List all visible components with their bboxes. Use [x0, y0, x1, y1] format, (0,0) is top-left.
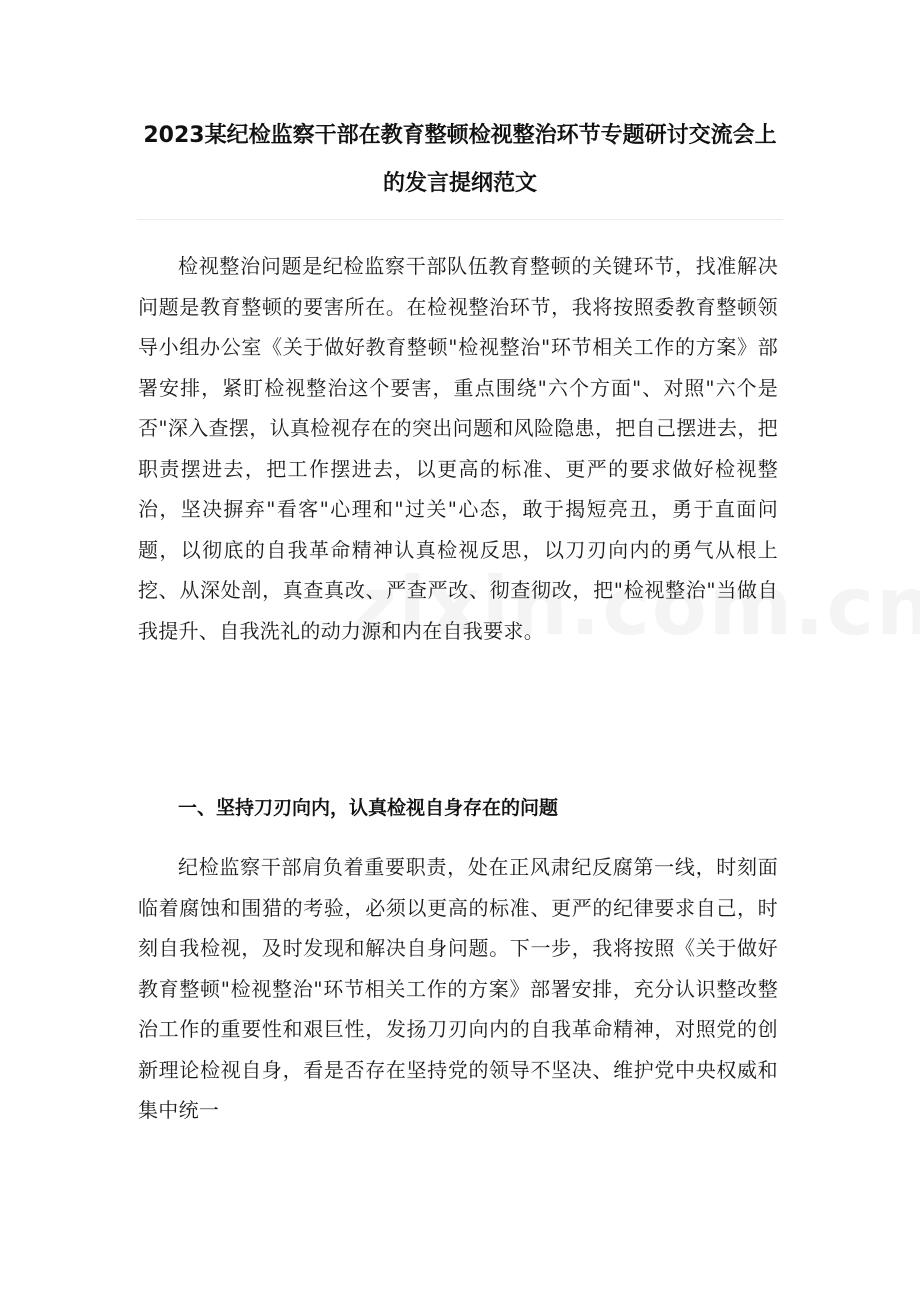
intro-paragraph: 检视整治问题是纪检监察干部队伍教育整顿的关键环节，找准解决问题是教育整顿的要害所在。在检视整治环节，我将按照委教育整顿领导小组办公室《关于做好教育整顿"检视整治"环节相关工作的方案》部署安排，紧盯检视整治这个要害，重点围绕"六个方面"、对照"六个是否"深入查摆，认真检视存在的突出问题和风险隐患，把自己摆进去，把职责摆进去，把工作摆进去，以更高的标准、更严的要求做好检视整治，坚决摒弃"看客"心理和"过关"心态，敢于揭短亮丑，勇于直面问题，以彻底的自我革命精神认真检视反思，以刀刃向内的勇气从根上挖、从深处剖，真查真改、严查严改、彻查彻改，把"检视整治"当做自我提升、自我洗礼的动力源和内在自我要求。 [138, 254, 778, 643]
document-title: 2023某纪检监察干部在教育整顿检视整治环节专题研讨交流会上的发言提纲范文 [143, 123, 777, 196]
title-divider [137, 219, 783, 220]
body-paragraph: 纪检监察干部肩负着重要职责，处在正风肃纪反腐第一线，时刻面临着腐蚀和围猎的考验，必须以更高的标准、更严的纪律要求自己，时刻自我检视，及时发现和解决自身问题。下一步，我将按照《关于做好教育整顿"检视整治"环节相关工作的方案》部署安排，充分认识整改整治工作的重要性和艰巨性，发扬刀刃向内的自我革命精神，对照党的创新理论检视自身，看是否存在坚持党的领导不坚决、维护党中央权威和集中统一 [138, 855, 778, 1122]
section-heading: 一、坚持刀刃向内，认真检视自身存在的问题 [178, 797, 559, 819]
